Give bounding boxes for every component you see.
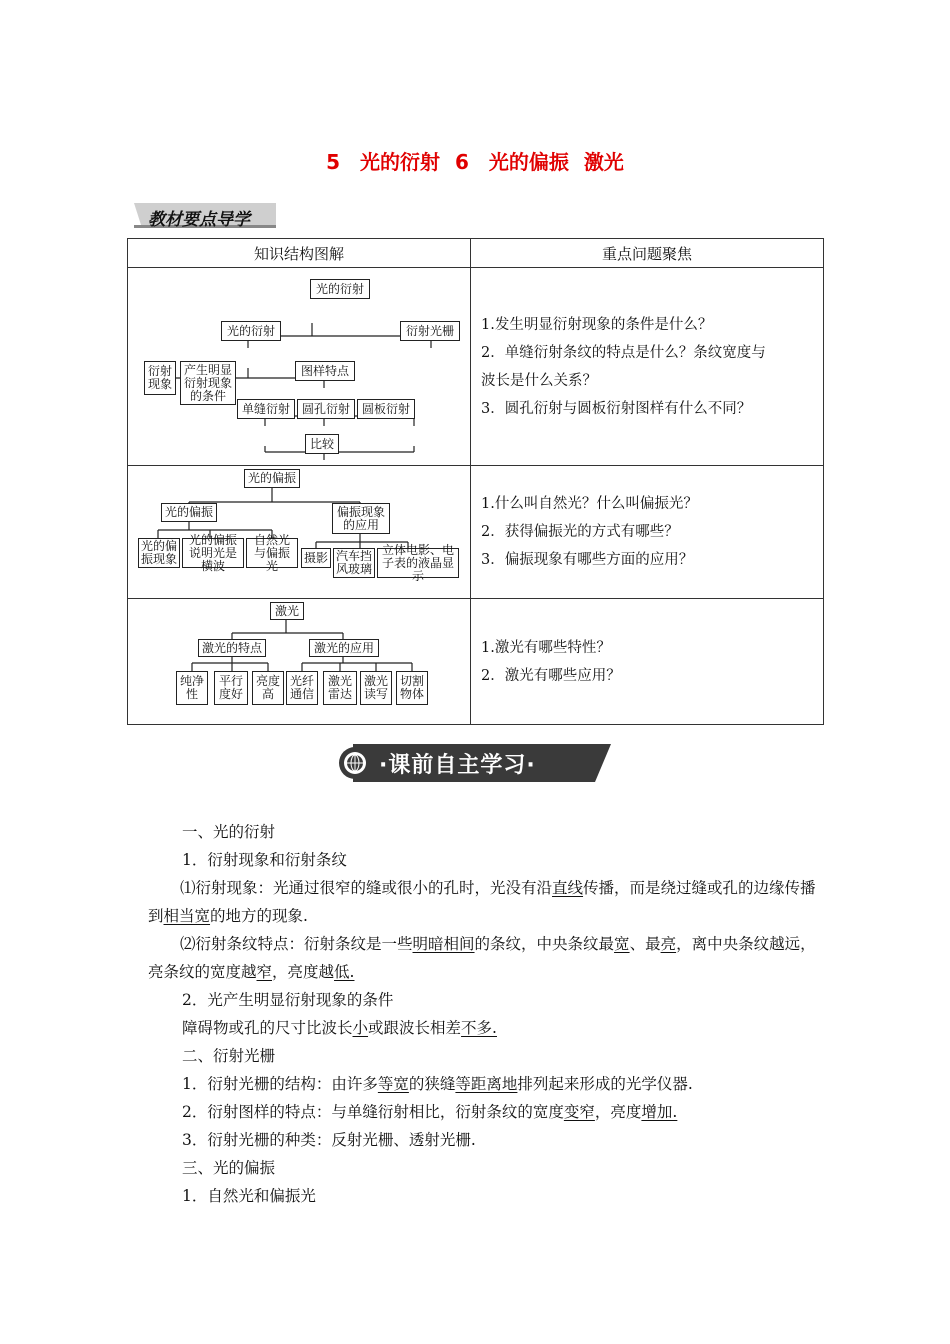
node-condition: 产生明显衍射现象的条件 [180,361,236,405]
node-single-slit: 单缝衍射 [237,399,295,419]
paragraph: 2．衍射图样的特点：与单缝衍射相比，衍射条纹的宽度变窄，亮度增加. [182,1103,678,1121]
answer-blank: 增加. [641,1103,678,1121]
node-polarization-application: 偏振现象的应用 [332,503,390,534]
banner-label: ·课前自主学习· [379,753,536,778]
node-laser-applications: 激光的应用 [309,639,379,657]
node-diffraction-root: 光的衍射 [310,279,370,299]
node-windshield: 汽车挡风玻璃 [333,548,375,578]
question: 3．圆孔衍射与圆板衍射图样有什么不同？ [481,400,752,417]
knowledge-table [127,238,824,725]
heading-grating: 二、衍射光栅 [182,1047,276,1065]
content-body [148,818,818,1210]
answer-blank: 小 [352,1019,369,1037]
node-polarization: 光的偏振 [161,503,217,522]
page-title: 5 光的衍射 6 光的偏振 激光 [326,150,624,174]
paragraph: 1．衍射光栅的结构：由许多等宽的狭缝等距离地排列起来形成的光学仪器. [182,1075,693,1093]
node-laser-root: 激光 [270,602,304,620]
subheading: 1．自然光和偏振光 [182,1187,316,1205]
questions-diffraction [471,268,824,466]
questions-laser [471,599,824,725]
question: 波长是什么关系？ [481,372,597,389]
node-circular-plate: 圆板衍射 [357,399,415,419]
answer-blank: 低. [334,963,355,981]
table-header-structure: 知识结构图解 [128,239,471,268]
paragraph: 3．衍射光栅的种类：反射光栅、透射光栅. [182,1131,476,1149]
section-tag [134,203,276,228]
answer-blank: 直线 [552,879,584,897]
question: 3．偏振现象有哪些方面的应用？ [481,552,694,568]
heading-diffraction: 一、光的衍射 [182,823,276,841]
node-natural-polarized: 自然光与偏振光 [246,538,298,568]
node-polarization-phenomenon: 光的偏振现象 [138,538,180,568]
node-brightness: 亮度高 [252,671,284,705]
question: 2．获得偏振光的方式有哪些？ [481,524,679,540]
subheading: 1．衍射现象和衍射条纹 [182,851,347,869]
answer-blank: 明暗相间 [412,935,475,953]
node-photography: 摄影 [301,548,331,568]
laser-diagram [128,599,470,724]
question: 1.激光有哪些特性？ [481,639,611,656]
node-compare: 比较 [305,434,339,454]
table-header-questions: 重点问题聚焦 [471,239,824,268]
section-tag-label: 教材要点导学 [148,210,250,230]
node-laser-read-write: 激光读写 [360,671,392,705]
node-purity: 纯净性 [176,671,208,705]
node-phenomenon: 衍射现象 [144,361,176,395]
answer-blank: 窄 [256,963,273,981]
subheading: 2．光产生明显衍射现象的条件 [182,991,394,1009]
question: 1.发生明显衍射现象的条件是什么？ [481,316,713,333]
question: 2．单缝衍射条纹的特点是什么？条纹宽度与 [481,344,766,361]
node-laser-radar: 激光雷达 [323,671,357,705]
questions-polarization [471,466,824,599]
question: 2．激光有哪些应用？ [481,667,621,684]
node-transverse-wave: 光的偏振说明光是横波 [182,538,244,568]
question: 1.什么叫自然光？什么叫偏振光？ [481,496,698,512]
paragraph: 障碍物或孔的尺寸比波长小或跟波长相差不多. [182,1019,497,1037]
node-circular-hole: 圆孔衍射 [297,399,355,419]
answer-blank: 不多. [461,1019,497,1037]
answer-blank: 相当宽 [163,907,211,925]
heading-polarization: 三、光的偏振 [182,1159,276,1177]
node-diffraction: 光的衍射 [221,321,281,341]
diffraction-diagram [128,268,470,465]
answer-blank: 等距离地 [455,1075,518,1093]
node-polarization-root: 光的偏振 [244,469,300,488]
answer-blank: 宽 [614,935,630,953]
node-fiber-communication: 光纤通信 [286,671,318,705]
answer-blank: 变窄 [563,1103,595,1121]
node-grating: 衍射光栅 [400,321,460,341]
paragraph: ⑵衍射条纹特点：衍射条纹是一些明暗相间的条纹，中央条纹最宽、最亮，离中央条纹越远，亮条纹的宽度越窄，亮度越低. [148,935,816,981]
answer-blank: 亮 [660,935,677,953]
section-banner [339,744,611,782]
node-3d-lcd: 立体电影、电子表的液晶显示 [377,548,459,578]
node-parallelism: 平行度好 [214,671,248,705]
node-cutting: 切割物体 [396,671,428,705]
polarization-diagram [128,466,470,598]
answer-blank: 等宽 [377,1075,409,1093]
node-laser-features: 激光的特点 [198,639,266,657]
paragraph: ⑴衍射现象：光通过很窄的缝或很小的孔时，光没有沿直线传播，而是绕过缝或孔的边缘传播到相当宽的地方的现象. [148,879,816,925]
node-pattern: 图样特点 [295,361,355,381]
